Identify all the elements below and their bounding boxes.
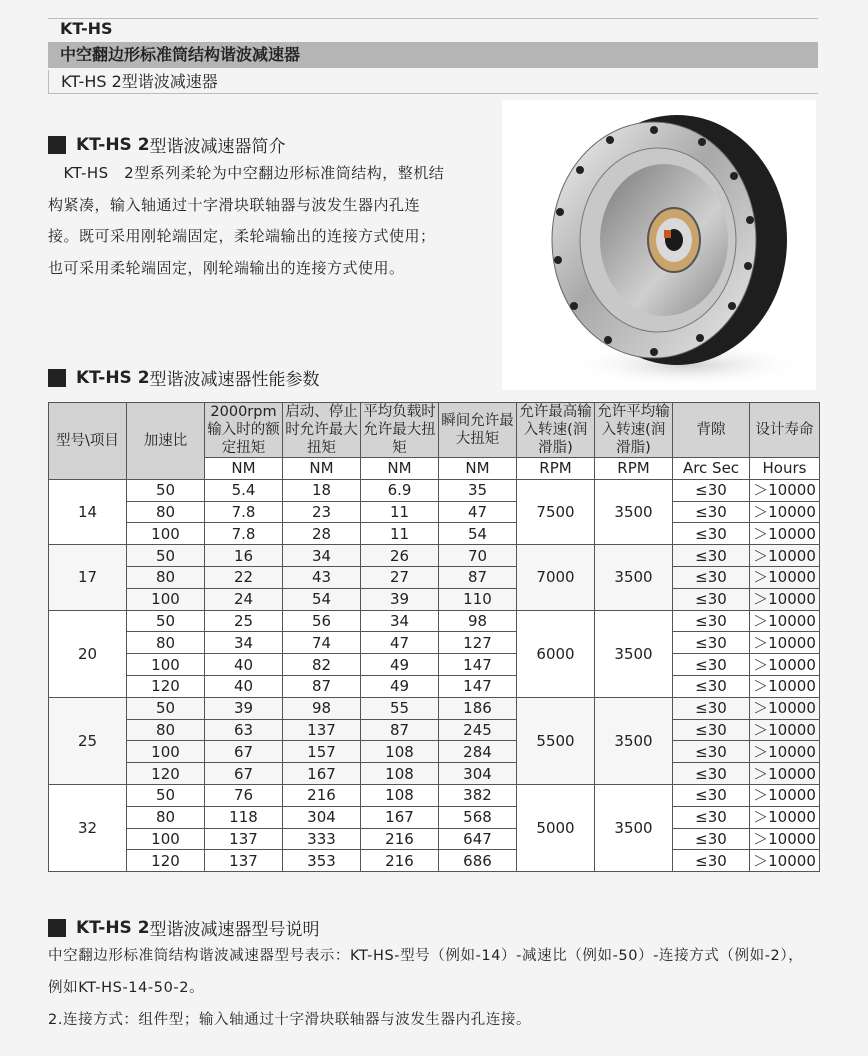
backlash-cell: ≤30	[673, 741, 750, 763]
avg-speed-cell: 3500	[595, 610, 673, 697]
model-cell: 17	[49, 545, 127, 610]
torque-cell: 216	[361, 828, 439, 850]
life-cell: ＞10000	[750, 479, 820, 501]
torque-cell: 40	[205, 675, 283, 697]
torque-cell: 28	[283, 523, 361, 545]
col-header: 允许平均输入转速(润滑脂)	[595, 403, 673, 458]
torque-cell: 87	[283, 675, 361, 697]
backlash-cell: ≤30	[673, 566, 750, 588]
ratio-cell: 100	[127, 741, 205, 763]
ratio-cell: 50	[127, 479, 205, 501]
torque-cell: 23	[283, 501, 361, 523]
torque-cell: 333	[283, 828, 361, 850]
torque-cell: 35	[439, 479, 517, 501]
backlash-cell: ≤30	[673, 501, 750, 523]
intro-text: KT-HS 2型系列柔轮为中空翻边形标准筒结构，整机结构紧凑，输入轴通过十字滑块联轴器与波发生器内孔连接。既可采用刚轮端固定，柔轮端输出的连接方式使用；也可采用柔轮端固定，刚轮端输出的连接方式使用。	[48, 164, 445, 277]
backlash-cell: ≤30	[673, 610, 750, 632]
torque-cell: 39	[361, 588, 439, 610]
torque-cell: 87	[361, 719, 439, 741]
torque-cell: 304	[439, 763, 517, 785]
backlash-cell: ≤30	[673, 828, 750, 850]
unit-cell: NM	[283, 458, 361, 480]
torque-cell: 76	[205, 784, 283, 806]
life-cell: ＞10000	[750, 566, 820, 588]
model-cell: 20	[49, 610, 127, 697]
table-row	[49, 719, 820, 741]
life-cell: ＞10000	[750, 806, 820, 828]
table-row	[49, 763, 820, 785]
ratio-cell: 80	[127, 806, 205, 828]
backlash-cell: ≤30	[673, 763, 750, 785]
torque-cell: 304	[283, 806, 361, 828]
ratio-cell: 100	[127, 523, 205, 545]
backlash-cell: ≤30	[673, 784, 750, 806]
torque-cell: 43	[283, 566, 361, 588]
torque-cell: 137	[205, 850, 283, 872]
product-subtitle: 中空翻边形标准筒结构谐波减速器	[48, 42, 818, 68]
torque-cell: 353	[283, 850, 361, 872]
torque-cell: 40	[205, 654, 283, 676]
max-speed-cell: 5500	[517, 697, 595, 784]
model-description	[48, 940, 818, 1036]
life-cell: ＞10000	[750, 588, 820, 610]
torque-cell: 70	[439, 545, 517, 567]
life-cell: ＞10000	[750, 850, 820, 872]
torque-cell: 186	[439, 697, 517, 719]
torque-cell: 147	[439, 675, 517, 697]
backlash-cell: ≤30	[673, 523, 750, 545]
torque-cell: 74	[283, 632, 361, 654]
torque-cell: 16	[205, 545, 283, 567]
table-row	[49, 741, 820, 763]
avg-speed-cell: 3500	[595, 545, 673, 610]
torque-cell: 34	[205, 632, 283, 654]
torque-cell: 49	[361, 675, 439, 697]
ratio-cell: 50	[127, 784, 205, 806]
torque-cell: 7.8	[205, 523, 283, 545]
torque-cell: 110	[439, 588, 517, 610]
torque-cell: 67	[205, 741, 283, 763]
ratio-cell: 120	[127, 850, 205, 872]
torque-cell: 284	[439, 741, 517, 763]
max-speed-cell: 5000	[517, 784, 595, 871]
torque-cell: 167	[283, 763, 361, 785]
unit-cell: NM	[439, 458, 517, 480]
torque-cell: 63	[205, 719, 283, 741]
torque-cell: 49	[361, 654, 439, 676]
ratio-cell: 120	[127, 675, 205, 697]
table-row	[49, 610, 820, 632]
torque-cell: 54	[439, 523, 517, 545]
reducer-image	[502, 100, 816, 390]
backlash-cell: ≤30	[673, 632, 750, 654]
ratio-cell: 80	[127, 566, 205, 588]
torque-cell: 6.9	[361, 479, 439, 501]
ratio-cell: 80	[127, 632, 205, 654]
life-cell: ＞10000	[750, 763, 820, 785]
table-row	[49, 632, 820, 654]
table-header-row	[49, 403, 820, 458]
model-desc-line2: 2.连接方式：组件型；输入轴通过十字滑块联轴器与波发生器内孔连接。	[48, 1012, 532, 1028]
torque-cell: 55	[361, 697, 439, 719]
avg-speed-cell: 3500	[595, 697, 673, 784]
backlash-cell: ≤30	[673, 697, 750, 719]
torque-cell: 11	[361, 501, 439, 523]
max-speed-cell: 7500	[517, 479, 595, 544]
backlash-cell: ≤30	[673, 806, 750, 828]
table-row	[49, 806, 820, 828]
backlash-cell: ≤30	[673, 588, 750, 610]
unit-cell: Arc Sec	[673, 458, 750, 480]
torque-cell: 382	[439, 784, 517, 806]
torque-cell: 568	[439, 806, 517, 828]
torque-cell: 108	[361, 741, 439, 763]
life-cell: ＞10000	[750, 675, 820, 697]
torque-cell: 47	[439, 501, 517, 523]
backlash-cell: ≤30	[673, 675, 750, 697]
torque-cell: 82	[283, 654, 361, 676]
unit-cell: RPM	[517, 458, 595, 480]
torque-cell: 39	[205, 697, 283, 719]
torque-cell: 18	[283, 479, 361, 501]
torque-cell: 34	[283, 545, 361, 567]
model-cell: 14	[49, 479, 127, 544]
torque-cell: 54	[283, 588, 361, 610]
life-cell: ＞10000	[750, 501, 820, 523]
model-desc-line1: 中空翻边形标准筒结构谐波减速器型号表示：KT-HS-型号（例如-14）-减速比（例如-50）-连接方式（例如-2），例如KT-HS-14-50-2。	[48, 948, 804, 996]
perf-title-bold: KT-HS 2	[76, 367, 150, 388]
avg-speed-cell: 3500	[595, 784, 673, 871]
unit-cell: Hours	[750, 458, 820, 480]
section-square-icon	[48, 369, 66, 387]
life-cell: ＞10000	[750, 697, 820, 719]
ratio-cell: 120	[127, 763, 205, 785]
life-cell: ＞10000	[750, 610, 820, 632]
backlash-cell: ≤30	[673, 479, 750, 501]
life-cell: ＞10000	[750, 784, 820, 806]
torque-cell: 245	[439, 719, 517, 741]
table-row	[49, 828, 820, 850]
torque-cell: 87	[439, 566, 517, 588]
torque-cell: 127	[439, 632, 517, 654]
section-square-icon	[48, 919, 66, 937]
table-row	[49, 588, 820, 610]
torque-cell: 686	[439, 850, 517, 872]
model-cell: 25	[49, 697, 127, 784]
table-row	[49, 654, 820, 676]
backlash-cell: ≤30	[673, 545, 750, 567]
backlash-cell: ≤30	[673, 719, 750, 741]
torque-cell: 25	[205, 610, 283, 632]
torque-cell: 137	[283, 719, 361, 741]
torque-cell: 67	[205, 763, 283, 785]
torque-cell: 147	[439, 654, 517, 676]
col-header: 启动、停止时允许最大扭矩	[283, 403, 361, 458]
intro-section-title	[48, 132, 286, 157]
torque-cell: 137	[205, 828, 283, 850]
ratio-cell: 50	[127, 610, 205, 632]
table-row	[49, 675, 820, 697]
life-cell: ＞10000	[750, 632, 820, 654]
intro-title-rest: 型谐波减速器简介	[149, 137, 286, 157]
life-cell: ＞10000	[750, 654, 820, 676]
table-row	[49, 697, 820, 719]
torque-cell: 108	[361, 763, 439, 785]
col-header: 平均负载时允许最大扭矩	[361, 403, 439, 458]
backlash-cell: ≤30	[673, 850, 750, 872]
table-row	[49, 566, 820, 588]
torque-cell: 118	[205, 806, 283, 828]
torque-cell: 167	[361, 806, 439, 828]
ratio-cell: 100	[127, 588, 205, 610]
life-cell: ＞10000	[750, 545, 820, 567]
torque-cell: 216	[283, 784, 361, 806]
col-header: 型号\项目	[49, 403, 127, 480]
torque-cell: 216	[361, 850, 439, 872]
col-header: 背隙	[673, 403, 750, 458]
col-header: 允许最高输入转速(润滑脂)	[517, 403, 595, 458]
ratio-cell: 100	[127, 654, 205, 676]
torque-cell: 22	[205, 566, 283, 588]
product-code: KT-HS	[48, 18, 818, 40]
table-row	[49, 501, 820, 523]
torque-cell: 56	[283, 610, 361, 632]
perf-section-title	[48, 365, 320, 390]
torque-cell: 27	[361, 566, 439, 588]
torque-cell: 157	[283, 741, 361, 763]
torque-cell: 647	[439, 828, 517, 850]
max-speed-cell: 6000	[517, 610, 595, 697]
table-row	[49, 784, 820, 806]
perf-title-rest: 型谐波减速器性能参数	[149, 370, 320, 390]
col-header: 设计寿命	[750, 403, 820, 458]
torque-cell: 7.8	[205, 501, 283, 523]
intro-title-bold: KT-HS 2	[76, 134, 150, 155]
life-cell: ＞10000	[750, 719, 820, 741]
life-cell: ＞10000	[750, 828, 820, 850]
torque-cell: 26	[361, 545, 439, 567]
backlash-cell: ≤30	[673, 654, 750, 676]
torque-cell: 5.4	[205, 479, 283, 501]
avg-speed-cell: 3500	[595, 479, 673, 544]
life-cell: ＞10000	[750, 523, 820, 545]
col-header: 加速比	[127, 403, 205, 480]
torque-cell: 34	[361, 610, 439, 632]
torque-cell: 98	[439, 610, 517, 632]
performance-table	[48, 402, 820, 872]
table-row	[49, 545, 820, 567]
ratio-cell: 80	[127, 719, 205, 741]
torque-cell: 47	[361, 632, 439, 654]
model-cell: 32	[49, 784, 127, 871]
ratio-cell: 80	[127, 501, 205, 523]
model-title-rest: 型谐波减速器型号说明	[149, 920, 320, 940]
ratio-cell: 50	[127, 697, 205, 719]
model-section-title	[48, 915, 320, 940]
max-speed-cell: 7000	[517, 545, 595, 610]
torque-cell: 108	[361, 784, 439, 806]
unit-cell: RPM	[595, 458, 673, 480]
product-photo	[502, 100, 816, 390]
table-row	[49, 523, 820, 545]
product-line: KT-HS 2型谐波减速器	[48, 70, 818, 94]
col-header: 2000rpm输入时的额定扭矩	[205, 403, 283, 458]
section-square-icon	[48, 136, 66, 154]
model-title-bold: KT-HS 2	[76, 917, 150, 938]
table-row	[49, 850, 820, 872]
life-cell: ＞10000	[750, 741, 820, 763]
unit-cell: NM	[205, 458, 283, 480]
torque-cell: 98	[283, 697, 361, 719]
ratio-cell: 50	[127, 545, 205, 567]
torque-cell: 24	[205, 588, 283, 610]
torque-cell: 11	[361, 523, 439, 545]
col-header: 瞬间允许最大扭矩	[439, 403, 517, 458]
table-row	[49, 479, 820, 501]
unit-cell: NM	[361, 458, 439, 480]
ratio-cell: 100	[127, 828, 205, 850]
